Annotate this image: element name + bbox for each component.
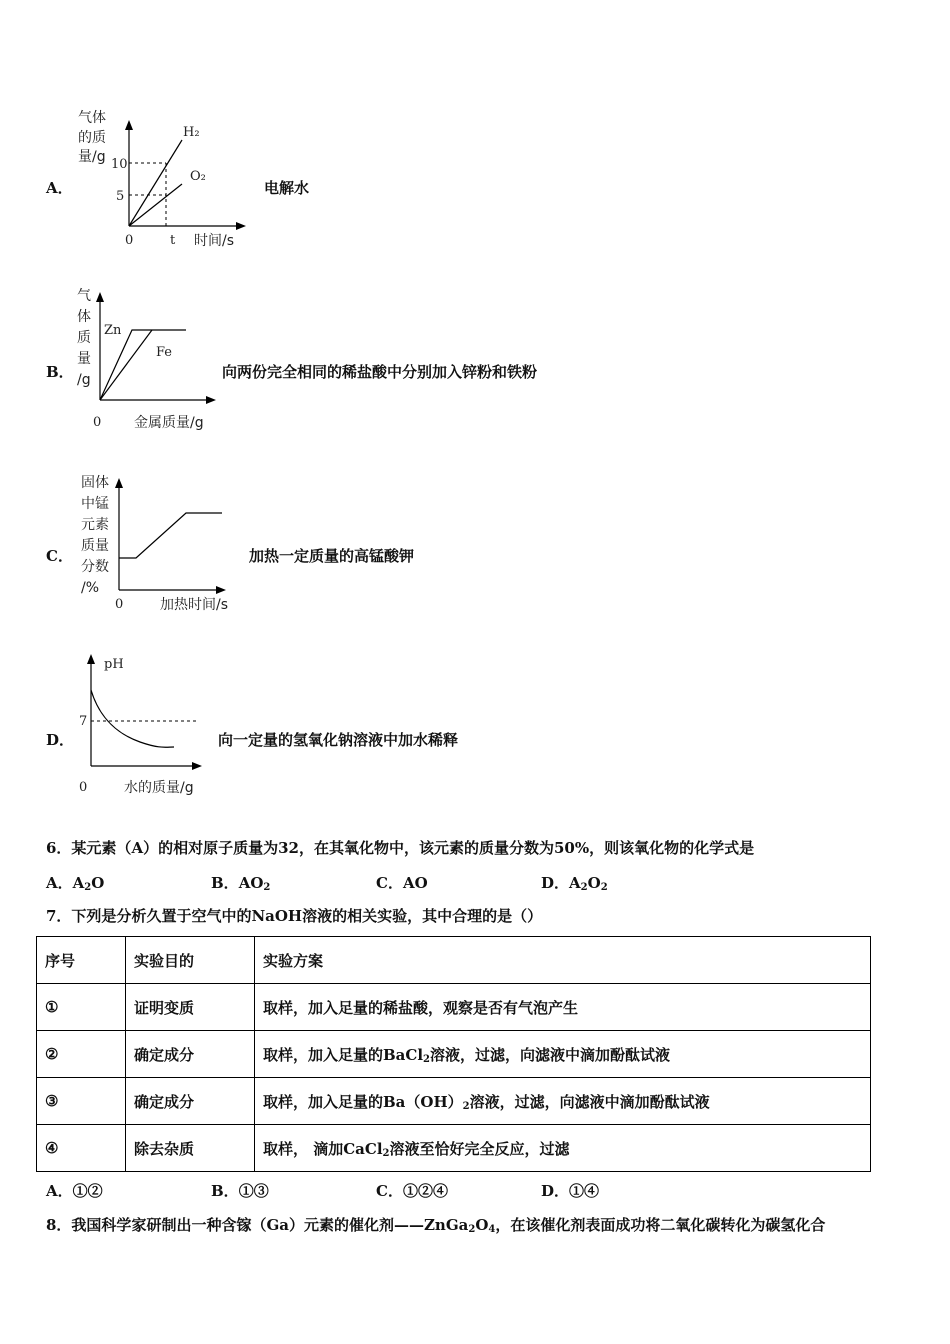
q7-stem: 7．下列是分析久置于空气中的NaOH溶液的相关实验，其中合理的是（） [46, 907, 543, 925]
option-d-label: D． [46, 731, 75, 749]
option-c-label: C． [46, 547, 73, 565]
table-header-plan: 实验方案 [255, 937, 871, 984]
option-a-label: A． [46, 179, 73, 197]
graph-d-tick-7: 7 [79, 714, 88, 729]
q7-choice-d[interactable]: D．①④ [541, 1182, 600, 1200]
table-row [37, 1125, 871, 1172]
graph-d-curve [91, 690, 174, 747]
table-cell-plan: 取样， 滴加CaCl$_2$溶液至恰好完全反应，过滤 [255, 1125, 871, 1172]
graph-a-line-o2 [129, 184, 182, 226]
graph-a-series-o2: O₂ [190, 169, 206, 184]
graph-a-series-h2: H₂ [183, 125, 200, 140]
graph-b-ylabel-4: 量 [77, 351, 91, 367]
option-b-description: 向两份完全相同的稀盐酸中分别加入锌粉和铁粉 [222, 363, 538, 381]
option-a-description: 电解水 [264, 179, 310, 197]
graph-c-ylabel-2: 中锰 [81, 496, 109, 512]
table-header-purpose: 实验目的 [126, 937, 255, 984]
q7-choice-a[interactable]: A．①② [46, 1182, 103, 1200]
graph-b-ylabel-3: 质 [77, 330, 91, 346]
table-cell-no: ③ [37, 1078, 126, 1125]
option-b-label: B． [46, 363, 74, 381]
q6-stem: 6．某元素（A）的相对原子质量为32，在其氧化物中，该元素的质量分数为50%，则该氧化物的化学式是 [46, 839, 755, 857]
table-row [37, 1031, 871, 1078]
q7-table [36, 936, 871, 1172]
graph-a-line-h2 [129, 140, 182, 226]
q6-choice-b[interactable]: B．$AO_2$ [211, 874, 271, 893]
q6-choice-d[interactable]: D．$A_2O_2$ [541, 874, 608, 893]
table-header-no: 序号 [37, 937, 126, 984]
q7-choice-c[interactable]: C．①②④ [376, 1182, 448, 1200]
table-cell-plan: 取样，加入足量的稀盐酸，观察是否有气泡产生 [255, 984, 871, 1031]
option-d-description: 向一定量的氢氧化钠溶液中加水稀释 [218, 731, 459, 749]
graph-c-xlabel: 加热时间/s [160, 597, 229, 613]
graph-d-ylabel: pH [104, 657, 124, 672]
graph-b-ylabel-5: /g [77, 372, 91, 388]
graph-a-tick-10: 10 [111, 157, 128, 172]
graph-c-ylabel-3: 元素 [81, 517, 109, 533]
graph-a-ylabel-1: 气体 [78, 110, 106, 126]
table-cell-purpose: 证明变质 [126, 984, 255, 1031]
graph-c-ylabel-4: 质量 [81, 538, 109, 554]
graph-b-series-fe: Fe [156, 345, 173, 360]
table-cell-plan: 取样，加入足量的$Ba(OH)_2$溶液，过滤，向滤液中滴加酚酞试液 [255, 1078, 871, 1125]
table-row [37, 1078, 871, 1125]
graph-c [70, 470, 255, 620]
table-cell-no: ② [37, 1031, 126, 1078]
graph-c-origin: 0 [115, 597, 124, 612]
q6-choice-a[interactable]: A．$A_2O$ [46, 874, 105, 893]
table-header-row [37, 937, 871, 984]
graph-a [70, 100, 260, 250]
graph-a-ylabel-3: 量/g [78, 149, 106, 165]
table-cell-purpose: 确定成分 [126, 1031, 255, 1078]
graph-a-tick-5: 5 [116, 189, 125, 204]
graph-d-xlabel: 水的质量/g [124, 780, 194, 796]
graph-b-xlabel: 金属质量/g [134, 415, 204, 431]
graph-d [70, 650, 220, 800]
table-cell-plan: 取样，加入足量的BaCl$_2$溶液，过滤，向滤液中滴加酚酞试液 [255, 1031, 871, 1078]
graph-c-ylabel-5: 分数 [81, 559, 109, 575]
graph-b-ylabel-1: 气 [77, 288, 91, 304]
table-cell-no: ① [37, 984, 126, 1031]
graph-b-ylabel-2: 体 [77, 309, 91, 325]
graph-b-line-fe [100, 330, 152, 400]
q6-choice-c[interactable]: C．AO [376, 874, 428, 892]
graph-c-ylabel-1: 固体 [81, 475, 109, 491]
option-c-description: 加热一定质量的高锰酸钾 [249, 547, 415, 565]
graph-b-origin: 0 [93, 415, 102, 430]
table-cell-no: ④ [37, 1125, 126, 1172]
graph-b [70, 284, 240, 434]
graph-a-ylabel-2: 的质 [78, 130, 106, 146]
graph-b-line-zn [100, 330, 186, 400]
graph-a-origin: 0 [125, 233, 134, 248]
table-cell-purpose: 确定成分 [126, 1078, 255, 1125]
graph-b-series-zn: Zn [104, 323, 122, 338]
graph-c-line [119, 513, 222, 558]
q7-choice-b[interactable]: B．①③ [211, 1182, 269, 1200]
table-row [37, 984, 871, 1031]
graph-a-tick-t: t [170, 233, 176, 248]
graph-a-xlabel: 时间/s [194, 233, 235, 249]
table-cell-purpose: 除去杂质 [126, 1125, 255, 1172]
graph-d-origin: 0 [79, 780, 88, 795]
graph-c-ylabel-6: /% [81, 580, 100, 596]
q8-stem: 8．我国科学家研制出一种含镓（Ga）元素的催化剂$——ZnGa_2O_4$，在该催化剂表面成功将二氧化碳转化为碳氢化合 [46, 1216, 826, 1235]
